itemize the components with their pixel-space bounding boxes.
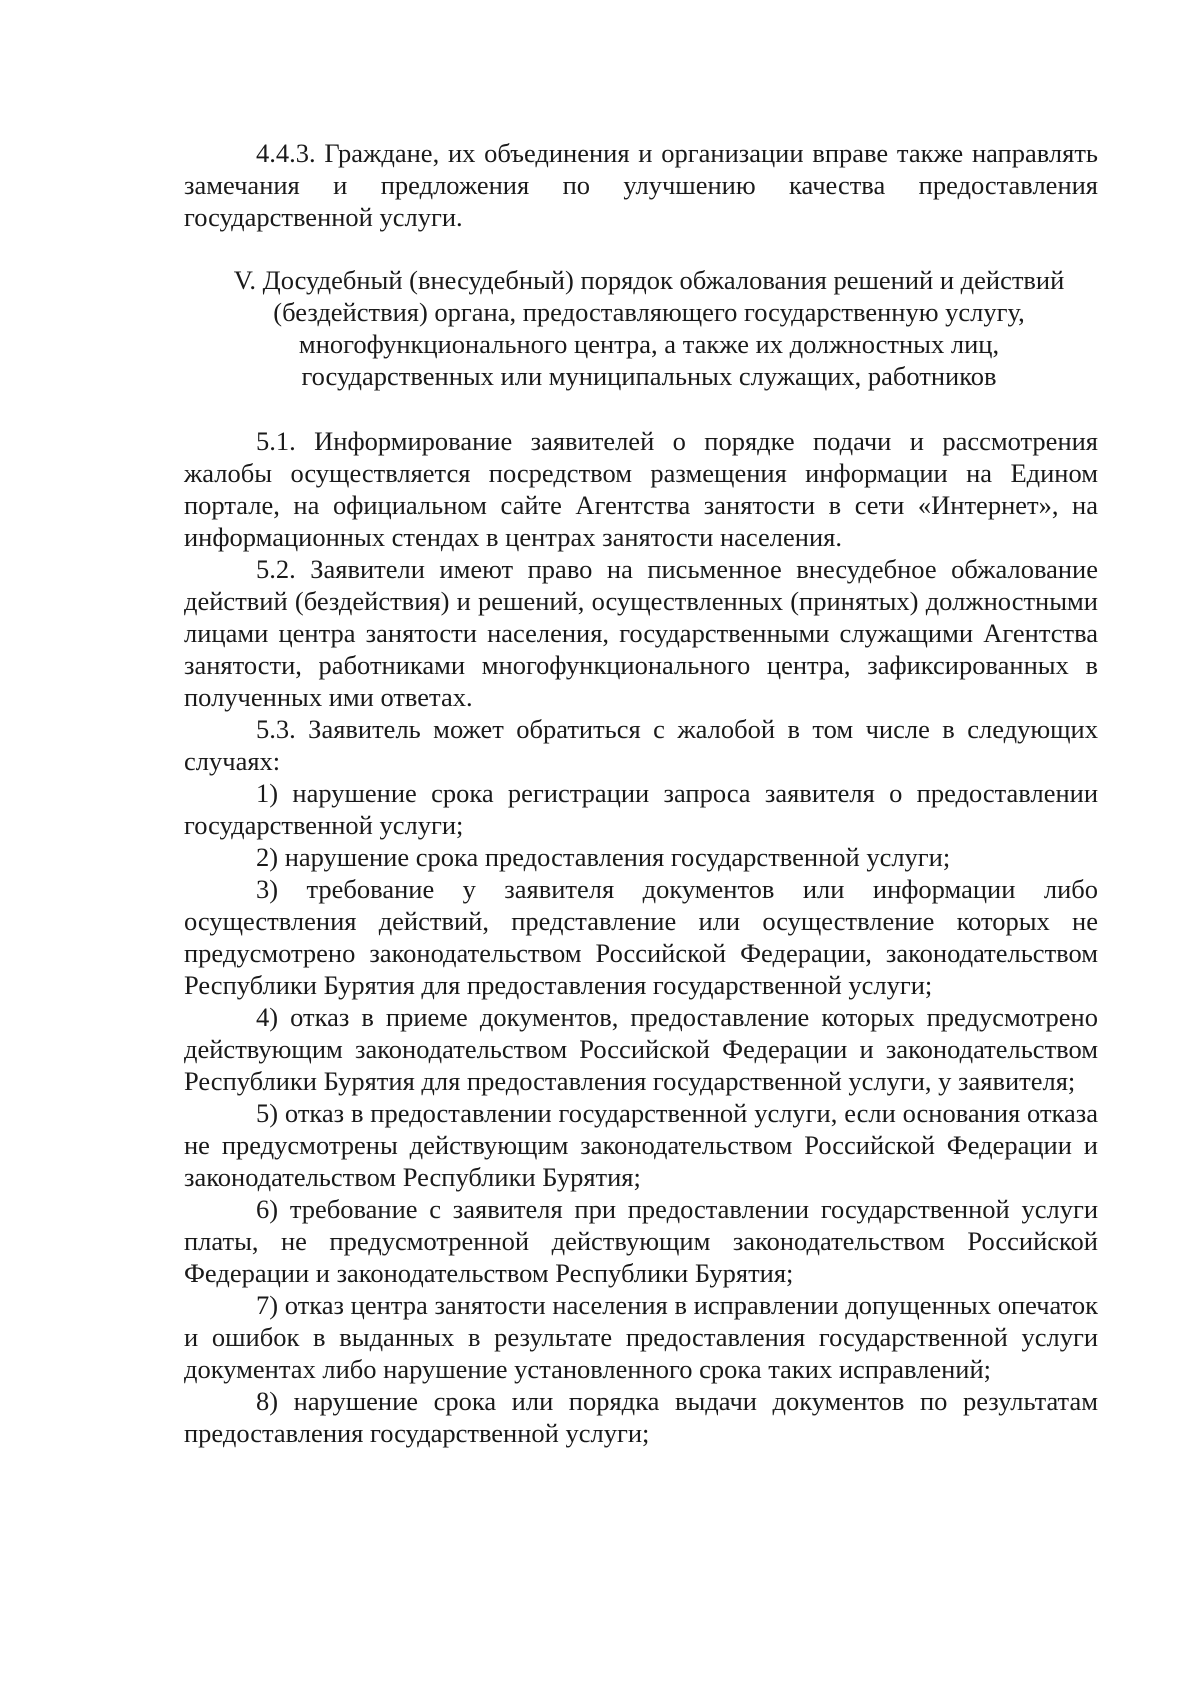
list-item-6: 6) требование с заявителя при предоставлении государственной услуги платы, не предусмотренной действующим законодательством Российской Федерации и законодательством Республики Бурятия; — [184, 1194, 1098, 1288]
list-item-8: 8) нарушение срока или порядка выдачи документов по результатам предоставления государственной услуги; — [184, 1386, 1098, 1448]
paragraph-5-1: 5.1. Информирование заявителей о порядке подачи и рассмотрения жалобы осуществляется посредством размещения информации на Едином портале, на официальном сайте Агентства занятости в сети «Интернет», на информационных стендах в центрах занятости населения. — [184, 426, 1098, 552]
paragraph-4-4-3: 4.4.3. Граждане, их объединения и организации вправе также направлять замечания и предложения по улучшению качества предоставления государственной услуги. — [184, 138, 1098, 232]
list-item-4: 4) отказ в приеме документов, предоставление которых предусмотрено действующим законодательством Российской Федерации и законодательством Республики Бурятия для предоставления государственной услуги, у заявителя; — [184, 1002, 1098, 1096]
list-item-3: 3) требование у заявителя документов или информации либо осуществления действий, представление или осуществление которых не предусмотрено законодательством Российской Федерации, законодательством Республики Бурятия для предоставления государственной услуги; — [184, 874, 1098, 1000]
list-item-5: 5) отказ в предоставлении государственной услуги, если основания отказа не предусмотрены действующим законодательством Российской Федерации и законодательством Республики Бурятия; — [184, 1098, 1098, 1192]
document-page — [184, 137, 1098, 1449]
section-v-title: V. Досудебный (внесудебный) порядок обжалования решений и действий (бездействия) органа, предоставляющего государственную услугу, многофункционального центра, а также их должностных лиц, государственных или муниципальных служащих, работников — [233, 265, 1065, 391]
list-item-2: 2) нарушение срока предоставления государственной услуги; — [256, 842, 951, 872]
list-item-7: 7) отказ центра занятости населения в исправлении допущенных опечаток и ошибок в выданных в результате предоставления государственной услуги документах либо нарушение установленного срока таких исправлений; — [184, 1290, 1098, 1384]
list-item-1: 1) нарушение срока регистрации запроса заявителя о предоставлении государственной услуги; — [184, 778, 1098, 840]
paragraph-5-3: 5.3. Заявитель может обратиться с жалобой в том числе в следующих случаях: — [184, 714, 1098, 776]
paragraph-5-2: 5.2. Заявители имеют право на письменное внесудебное обжалование действий (бездействия) и решений, осуществленных (принятых) должностными лицами центра занятости населения, государственными служащими Агентства занятости, работниками многофункционального центра, зафиксированных в полученных ими ответах. — [184, 554, 1098, 712]
